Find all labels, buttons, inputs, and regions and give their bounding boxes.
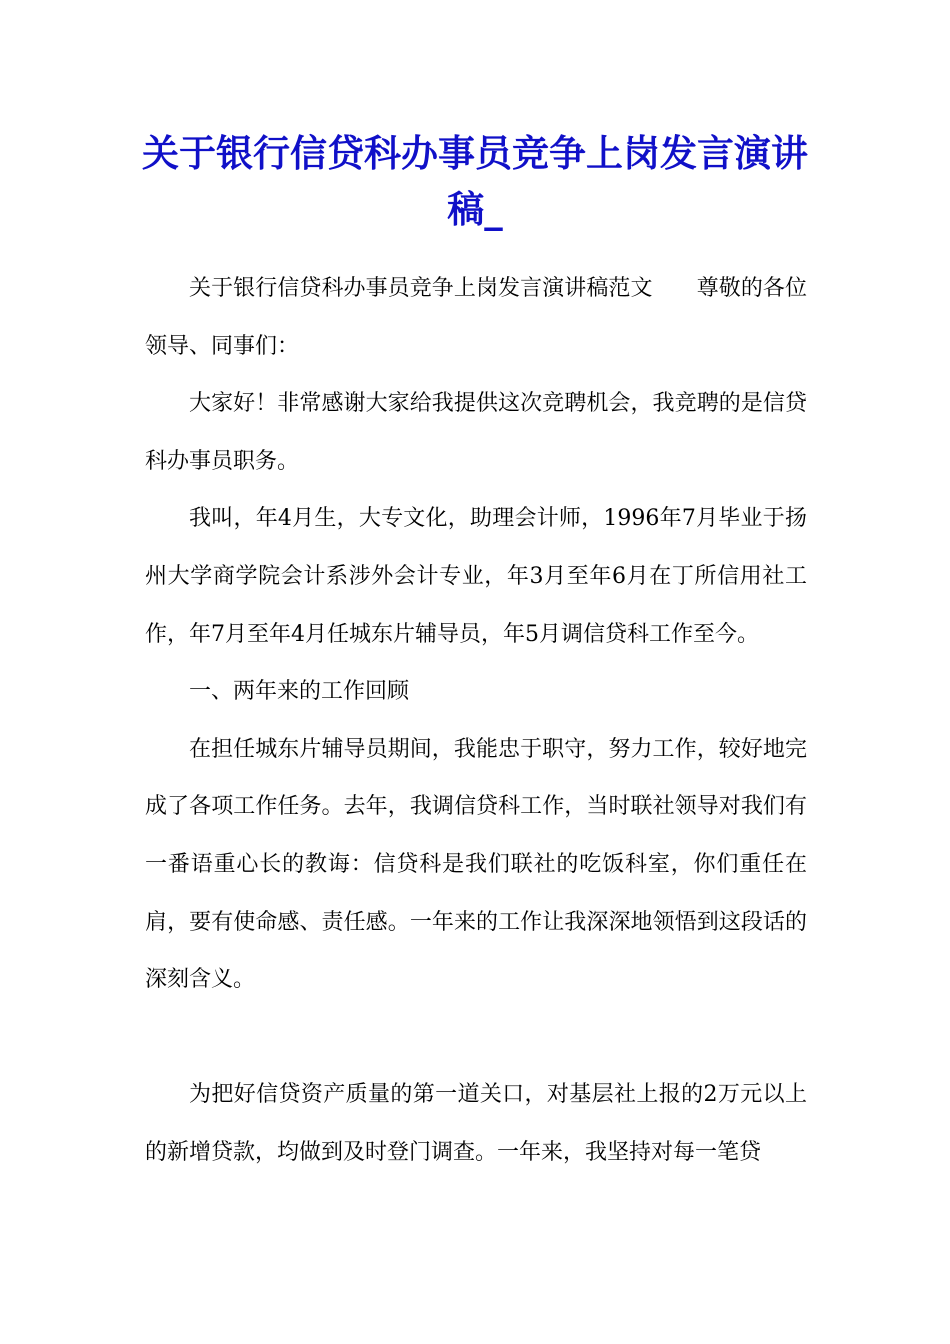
paragraph-intro: 大家好！非常感谢大家给我提供这次竞聘机会，我竞聘的是信贷科办事员职务。 bbox=[145, 391, 807, 474]
paragraph-review: 在担任城东片辅导员期间，我能忠于职守，努力工作，较好地完成了各项工作任务。去年，我调信贷科工作，当时联社领导对我们有一番语重心长的教诲：信贷科是我们联社的吃饭科室，你们重任在肩，要有使命感、责任感。一年来的工作让我深深地领悟到这段话的深刻含义。 bbox=[145, 736, 807, 993]
paragraph-greeting: 关于银行信贷科办事员竞争上岗发言演讲稿范文 尊敬的各位领导、同事们： bbox=[145, 276, 807, 359]
paragraph-spacer bbox=[145, 1009, 807, 1067]
document-body bbox=[145, 260, 807, 1182]
document-title: 关于银行信贷科办事员竞争上岗发言演讲稿_ bbox=[142, 132, 808, 231]
paragraph-loans: 为把好信贷资产质量的第一道关口，对基层社上报的2万元以上的新增贷款，均做到及时登门调查。一年来，我坚持对每一笔贷 bbox=[145, 1082, 807, 1165]
paragraph-background: 我叫，年4月生，大专文化，助理会计师，1996年7月毕业于扬州大学商学院会计系涉外会计专业，年3月至年6月在丁所信用社工作，年7月至年4月任城东片辅导员，年5月调信贷科工作至今。 bbox=[145, 506, 807, 647]
section-heading-review: 一、两年来的工作回顾 bbox=[189, 679, 410, 705]
